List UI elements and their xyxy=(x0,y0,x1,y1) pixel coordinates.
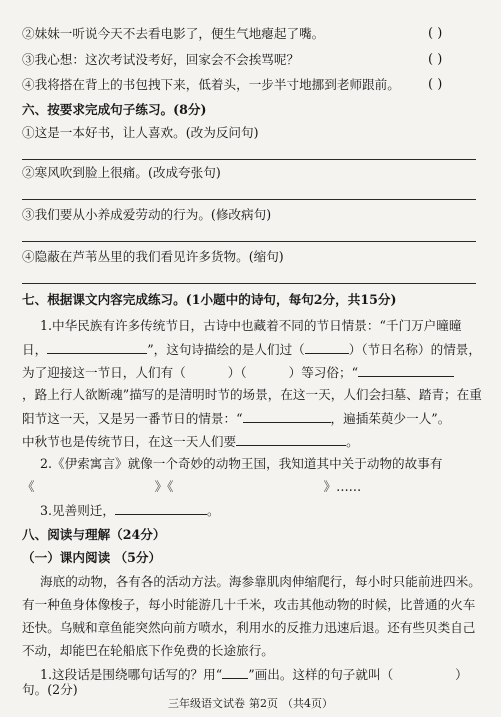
s6-answer-line-1[interactable] xyxy=(22,159,476,160)
footer-page-number: 第2页 xyxy=(249,697,278,710)
s5-answer-paren-2[interactable]: ( ) xyxy=(428,26,443,41)
s8-q1-line1 xyxy=(40,666,468,683)
s7-q1-l5b: ，遍插茱萸少一人”。 xyxy=(330,411,451,426)
s8-q1-line2: 句。(2分) xyxy=(22,682,78,697)
s5-answer-paren-3[interactable]: ( ) xyxy=(428,52,443,67)
s8-q1-c: ） xyxy=(455,667,468,682)
s6-item-1: ①这是一本好书，让人喜欢。(改为反问句) xyxy=(22,125,259,140)
s7-q2-line1: 2.《伊索寓言》就像一个奇妙的动物王国，我知道其中关于动物的故事有 xyxy=(40,456,443,471)
section8-title: 八、阅读与理解（24分） xyxy=(22,527,166,542)
s7-q1-line5 xyxy=(22,410,450,427)
page-footer xyxy=(0,697,501,711)
s7-q1-l2b: ”，这句诗描绘的是人们过（ xyxy=(147,342,305,357)
s7-q1-l3b: ）（ xyxy=(227,365,247,380)
s5-answer-paren-4[interactable]: ( ) xyxy=(428,77,443,92)
s7-q2-line2 xyxy=(22,479,361,495)
s7-q1-l5a: 阳节这一天，又是另一番节日的情景：“ xyxy=(22,411,243,426)
s7-q3-b: 。 xyxy=(207,503,220,518)
s8-q1-underline-sample xyxy=(222,666,248,679)
footer-exam-name: 三年级语文试卷 xyxy=(168,697,245,710)
s7-q1-line1: 1.中华民族有许多传统节日，古诗中也藏着不同的节日情景：“千门万户曈曈 xyxy=(40,318,462,333)
s6-item-2: ②寒风吹到脸上很痛。(改成夸张句) xyxy=(22,165,221,180)
s5-item-2: ②妹妹一听说今天不去看电影了，便生气地瘪起了嘴。 xyxy=(22,26,325,41)
s7-q1-line3 xyxy=(22,364,454,381)
s7-q1-l3a: 为了迎接这一节日，人们有（ xyxy=(22,365,186,380)
s6-answer-line-4[interactable] xyxy=(22,283,476,284)
s8-passage-line1: 海底的动物，各有各的活动方法。海参靠肌肉伸缩爬行，每小时只能前进四米。 xyxy=(40,574,481,589)
s7-q3-a: 3.见善则迁， xyxy=(40,503,115,518)
s8-passage-line2: 有一种鱼身体像梭子，每小时能游几十千米，攻击其他动物的时候，比普通的火车 xyxy=(22,597,476,612)
s7-q2-l2a: 《 xyxy=(22,479,35,494)
s7-q1-l2c: ）（节日名称）的情景， xyxy=(348,342,481,357)
s7-q1-l6b: 。 xyxy=(346,434,359,449)
s7-q1-blank-poem3[interactable] xyxy=(243,410,331,423)
s8-passage-line4: 不动，却能巴在轮船底下作免费的长途旅行。 xyxy=(22,643,274,658)
s7-q1-blank-poem2[interactable] xyxy=(358,364,454,377)
s6-answer-line-3[interactable] xyxy=(22,241,476,242)
footer-total-pages: （共4页） xyxy=(282,697,333,710)
s5-item-4: ④我将搭在背上的书包拽下来，低着头，一步半寸地挪到老师跟前。 xyxy=(22,77,400,92)
s7-q1-blank-poem1[interactable] xyxy=(47,341,147,354)
s7-q1-l3c: ）等习俗；“ xyxy=(288,365,359,380)
s6-answer-line-2[interactable] xyxy=(22,199,476,200)
s7-q1-line6 xyxy=(22,433,359,450)
s7-q2-l2c: 》…… xyxy=(323,479,362,494)
s7-q3-blank[interactable] xyxy=(115,502,207,515)
s8-q1-a: 1.这段话是围绕哪句话写的？用“ xyxy=(40,667,223,682)
s7-q1-blank-midautumn[interactable] xyxy=(236,433,346,446)
s8-q1-b: ”画出。这样的句子就叫（ xyxy=(248,667,394,682)
section8-subtitle: （一）课内阅读 （5分） xyxy=(22,550,162,565)
s6-item-3: ③我们要从小养成爱劳动的行为。(修改病句) xyxy=(22,207,272,222)
s7-q2-l2b: 》《 xyxy=(154,479,174,494)
s7-q1-l6a: 中秋节也是传统节日，在这一天人们要 xyxy=(22,434,237,449)
s6-item-4: ④隐蔽在芦苇丛里的我们看见许多货物。(缩句) xyxy=(22,249,284,264)
s7-q1-l2a: 日， xyxy=(22,342,48,357)
s7-q1-line2 xyxy=(22,341,481,358)
s7-q1-line4: ，路上行人欲断魂”描写的是清明时节的场景，在这一天，人们会扫墓、踏青；在重 xyxy=(22,387,482,402)
s7-q1-blank-festival[interactable] xyxy=(305,341,349,354)
s5-item-3: ③我心想：这次考试没考好，回家会不会挨骂呢？ xyxy=(22,52,300,67)
s7-q3-line xyxy=(40,502,220,519)
section6-title: 六、按要求完成句子练习。(8分) xyxy=(22,102,207,117)
section7-title: 七、根据课文内容完成练习。(1小题中的诗句，每句2分，共15分) xyxy=(22,292,397,307)
s8-passage-line3: 还快。乌贼和章鱼能突然向前方喷水，利用水的反推力迅速后退。还有些贝类自己 xyxy=(22,620,476,635)
